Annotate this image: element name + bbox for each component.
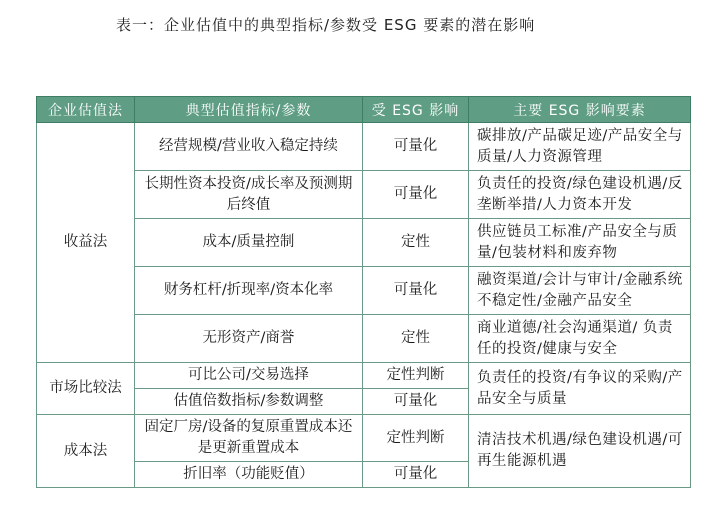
esg-valuation-table: [36, 96, 691, 488]
effect-cell: 定性: [363, 315, 469, 363]
factors-cell: 负责任的投资/绿色建设机遇/反垄断举措/人力资本开发: [469, 171, 691, 219]
table-row: [37, 363, 691, 389]
effect-cell: 可量化: [363, 123, 469, 171]
effect-cell: 定性判断: [363, 415, 469, 462]
factors-cell: 负责任的投资/有争议的采购/产品安全与质量: [469, 363, 691, 415]
table-row: [37, 171, 691, 219]
indicator-cell: 经营规模/营业收入稳定持续: [135, 123, 363, 171]
header-row: [37, 97, 691, 123]
indicator-cell: 成本/质量控制: [135, 219, 363, 267]
indicator-cell: 财务杠杆/折现率/资本化率: [135, 267, 363, 315]
method-cost: 成本法: [37, 415, 135, 488]
effect-cell: 可量化: [363, 267, 469, 315]
effect-cell: 可量化: [363, 171, 469, 219]
header-indicator: 典型估值指标/参数: [135, 97, 363, 123]
effect-cell: 可量化: [363, 462, 469, 488]
indicator-cell: 无形资产/商誉: [135, 315, 363, 363]
header-method: 企业估值法: [37, 97, 135, 123]
effect-cell: 可量化: [363, 389, 469, 415]
effect-cell: 定性: [363, 219, 469, 267]
header-factors: 主要 ESG 影响要素: [469, 97, 691, 123]
indicator-cell: 估值倍数指标/参数调整: [135, 389, 363, 415]
method-market: 市场比较法: [37, 363, 135, 415]
table-row: [37, 219, 691, 267]
header-effect: 受 ESG 影响: [363, 97, 469, 123]
table-row: [37, 123, 691, 171]
table-row: [37, 315, 691, 363]
indicator-cell: 折旧率（功能贬值）: [135, 462, 363, 488]
factors-cell: 融资渠道/会计与审计/金融系统不稳定性/金融产品安全: [469, 267, 691, 315]
factors-cell: 商业道德/社会沟通渠道/ 负责任的投资/健康与安全: [469, 315, 691, 363]
table-title: 表一：企业估值中的典型指标/参数受 ESG 要素的潜在影响: [116, 16, 536, 34]
method-income: 收益法: [37, 123, 135, 363]
indicator-cell: 长期性资本投资/成长率及预测期后终值: [135, 171, 363, 219]
factors-cell: 碳排放/产品碳足迹/产品安全与质量/人力资源管理: [469, 123, 691, 171]
effect-cell: 定性判断: [363, 363, 469, 389]
indicator-cell: 固定厂房/设备的复原重置成本还是更新重置成本: [135, 415, 363, 462]
factors-cell: 供应链员工标准/产品安全与质量/包装材料和废弃物: [469, 219, 691, 267]
table-row: [37, 415, 691, 462]
table-row: [37, 267, 691, 315]
indicator-cell: 可比公司/交易选择: [135, 363, 363, 389]
factors-cell: 清洁技术机遇/绿色建设机遇/可再生能源机遇: [469, 415, 691, 488]
